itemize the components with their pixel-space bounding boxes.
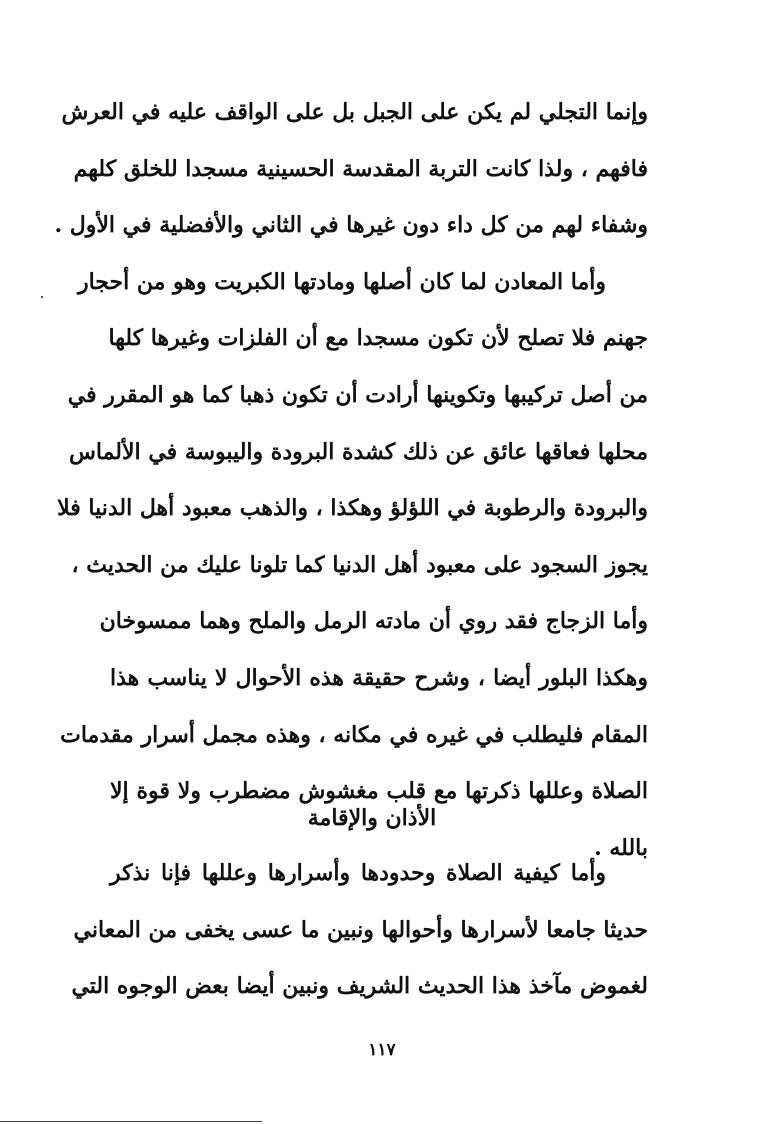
text-line: وأما كيفية الصلاة وحدودها وأسرارها وعللها فإنا نذكر: [110, 860, 606, 886]
text-line: من أصل تركيبها وتكوينها أرادت أن تكون ذهبا كما هو المقرر في: [67, 381, 648, 408]
text-line: لغموض مآخذ هذا الحديث الشريف ونبين أيضا بعض الوجوه التي: [71, 973, 648, 1000]
text-line: المقام فليطلب في غيره في مكانه ، وهذه مجمل أسرار مقدمات: [60, 721, 648, 748]
text-line: جهنم فلا تصلح لأن تكون مسجدا مع أن الفلزات وغيرها كلها: [108, 325, 648, 352]
text-line: وهكذا البلور أيضا ، وشرح حقيقة هذه الأحوال لا يناسب هذا: [110, 664, 648, 691]
page-number: ١١٧: [368, 1040, 396, 1060]
text-line: وأما المعادن لما كان أصلها ومادتها الكبريت وهو من أحجار: [77, 268, 606, 295]
text-line: والبرودة والرطوبة في اللؤلؤ وهكذا ، والذهب معبود أهل الدنيا فلا: [57, 495, 648, 522]
body-text-bottom: [71, 845, 648, 1015]
text-line: الصلاة وعللها ذكرتها مع قلب مغشوش مضطرب ولا قوة إلا: [110, 778, 648, 805]
text-line: فافهم ، ولذا كانت التربة المقدسة الحسينية مسجدا للخلق كلهم: [73, 155, 648, 182]
text-line: محلها فعاقها عائق عن ذلك كشدة البرودة واليبوسة في الألماس: [69, 438, 648, 465]
text-line: وشفاء لهم من كل داء دون غيرها في الثاني والأفضلية في الأول .: [54, 212, 648, 239]
footer-rule: [0, 1121, 262, 1122]
text-line: حديثا جامعا لأسرارها وأحوالها ونبين ما عسى يخفى من المعاني: [73, 916, 648, 943]
body-text-top: [54, 84, 648, 876]
section-heading: الأذان والإقامة: [307, 805, 437, 831]
text-line: وإنما التجلي لم يكن على الجبل بل على الواقف عليه في العرش: [61, 99, 648, 125]
text-line: يجوز السجود على معبود أهل الدنيا كما تلونا عليك من الحديث ،: [71, 551, 648, 578]
text-line: بالله .: [594, 834, 648, 861]
margin-speck: [41, 296, 43, 298]
text-line: وأما الزجاج فقد روي أن مادته الرمل والملح وهما ممسوخان: [99, 608, 648, 635]
